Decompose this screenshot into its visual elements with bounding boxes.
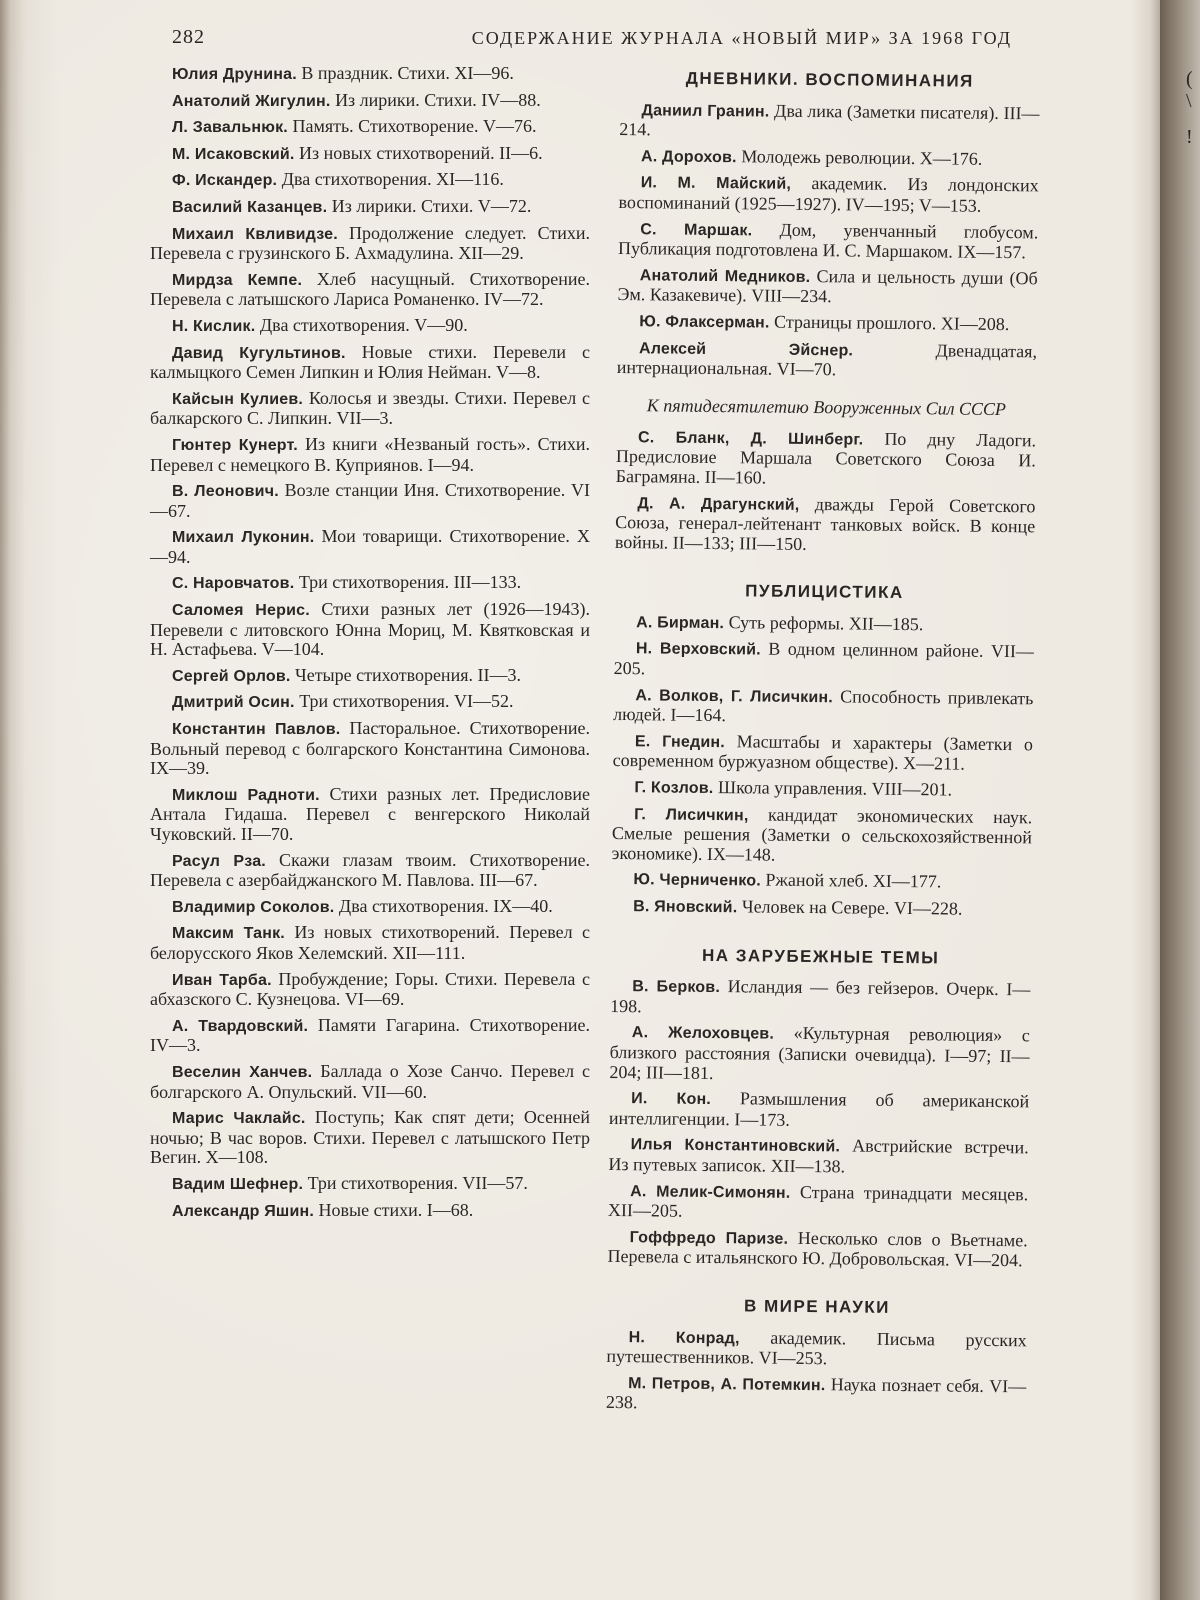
left-column	[150, 64, 590, 1227]
entry-text: Способность привлекать людей. I—164.	[613, 685, 1034, 726]
entry-author: Иван Тарба.	[172, 971, 272, 989]
entry-text: Молодежь революции. X—176.	[736, 146, 983, 169]
entry-author: Е. Гнедин.	[634, 733, 726, 751]
toc-entry	[606, 1326, 1026, 1371]
entry-text: Новые стихи. I—68.	[314, 1199, 474, 1220]
entry-text: По дну Ладоги. Предисловие Маршала Советского Союза И. Баграмяна. II—160.	[615, 428, 1037, 488]
entry-text: дважды Герой Советского Союза, генерал-лейтенант танковых войск. В конце войны. II—133; III—150.	[614, 493, 1036, 554]
entry-text: Пасторальное. Стихотворение. Вольный перевод с болгарского Константина Симонова. IX—39.	[150, 718, 590, 779]
toc-entry	[617, 311, 1037, 336]
toc-entry	[617, 338, 1037, 383]
toc-entry	[150, 600, 590, 660]
toc-entry	[150, 1174, 590, 1195]
entry-text: Из новых стихотворений. Перевел с белорусского Яков Хелемский. XII—111.	[150, 922, 590, 963]
entry-text: Два стихотворения. XI—116.	[277, 169, 504, 190]
publicism-entries	[611, 612, 1034, 921]
toc-entry	[150, 1016, 590, 1056]
entry-author: И. Кон.	[631, 1090, 712, 1109]
entry-author: Гоффредо Паризе.	[629, 1228, 789, 1248]
entry-author: А. Мелик-Симонян.	[630, 1182, 791, 1202]
toc-entry	[609, 1022, 1030, 1086]
toc-entry	[613, 731, 1033, 776]
entry-author: В. Берков.	[632, 978, 721, 997]
toc-entry	[150, 481, 590, 521]
entry-text: Два стихотворения. V—90.	[255, 314, 468, 335]
entry-text: Из новых стихотворений. II—6.	[294, 142, 543, 163]
entry-text: Баллада о Хозе Санчо. Перевел с болгарского А. Опульский. VII—60.	[150, 1060, 590, 1102]
entry-text: Сила и цельность души (Об Эм. Казакевиче). VIII—234.	[617, 265, 1038, 307]
entry-author: Юлия Друнина.	[172, 66, 297, 83]
toc-entry	[611, 869, 1031, 894]
running-title: СОДЕРЖАНИЕ ЖУРНАЛА «НОВЫЙ МИР» ЗА 1968 ГОД	[471, 28, 1012, 48]
entry-author: Веселин Ханчев.	[172, 1063, 313, 1081]
entry-author: Расул Рза.	[172, 852, 266, 870]
entry-text: Наука познает себя. VI—238.	[605, 1373, 1027, 1413]
toc-entry	[150, 923, 590, 963]
entry-text: Страна тринадцати месяцев. XII—205.	[607, 1181, 1029, 1221]
entry-author: Михаил Луконин.	[172, 529, 315, 547]
entry-text: Стихи разных лет. Предисловие Антала Гидаша. Перевел с венгерского Николай Чуковский. II—70.	[150, 783, 590, 844]
toc-entry	[150, 144, 590, 165]
entry-author: Сергей Орлов.	[172, 667, 291, 685]
entry-author: И. М. Майский,	[640, 174, 792, 194]
entry-author: Гюнтер Кунерт.	[172, 436, 298, 454]
entry-text: «Культурная революция» с близкого расстояния (Записки очевидца). I—97; II—204; III—181.	[609, 1023, 1030, 1083]
toc-entry	[619, 100, 1039, 145]
toc-entry	[150, 117, 590, 138]
toc-entry	[615, 492, 1036, 556]
toc-entry	[150, 170, 590, 191]
entry-author: Дмитрий Осин.	[172, 694, 295, 712]
entry-text: Размышления об американской интеллигенции. I—173.	[608, 1088, 1030, 1130]
entry-author: Саломея Нерис.	[172, 602, 310, 620]
entry-author: В. Леонович.	[172, 483, 279, 501]
toc-entry	[150, 897, 590, 918]
diaries-sub-entries	[615, 427, 1036, 557]
toc-entry	[606, 1373, 1026, 1418]
toc-entry	[614, 638, 1034, 683]
entry-text: академик. Письма русских путешественников. VI—253.	[606, 1326, 1027, 1369]
running-header	[172, 18, 1012, 54]
toc-entry	[150, 851, 590, 891]
entry-text: Четыре стихотворения. II—3.	[290, 664, 521, 685]
entry-text: Хлеб насущный. Стихотворение. Перевела с латышского Лариса Романенко. IV—72.	[150, 268, 590, 310]
entry-text: Дом, увенчанный глобусом. Публикация подготовлена И. С. Маршаком. IX—157.	[617, 218, 1039, 263]
entry-author: Н. Кислик.	[172, 317, 256, 335]
toc-entry	[619, 146, 1039, 171]
science-entries	[606, 1326, 1027, 1417]
entry-text: кандидат экономических наук. Смелые решения (Заметки о сельскохозяйственной экономике). IX—148.	[611, 804, 1033, 865]
adjacent-page-glyph: !	[1186, 126, 1193, 148]
entry-text: Два стихотворения. IX—40.	[334, 895, 553, 916]
entry-text: Мои товарищи. Стихотворение. X—94.	[150, 526, 591, 567]
entry-author: Н. Верховский.	[635, 640, 761, 659]
entry-text: Исландия — без гейзеров. Очерк. I—198.	[610, 976, 1031, 1017]
entry-text: Страницы прошлого. XI—208.	[769, 311, 1010, 335]
toc-entry	[150, 719, 590, 779]
adjacent-page-edge	[1160, 0, 1200, 1600]
entry-author: В. Яновский.	[633, 898, 738, 917]
entry-author: Анатолий Жигулин.	[172, 92, 331, 110]
entry-text: Стихи разных лет (1926—1943). Перевели с литовского Юнна Мориц, М. Квятковская и Н. Астафьева. V—104.	[150, 599, 590, 660]
entry-text: Из книги «Незваный гость». Стихи. Перевел с немецкого В. Куприянов. I—94.	[150, 433, 590, 475]
entry-author: М. Исаковский.	[172, 145, 295, 163]
entry-text: Память. Стихотворение. V—76.	[287, 116, 537, 137]
toc-entry	[150, 970, 590, 1010]
section-title-publicism: ПУБЛИЦИСТИКА	[745, 581, 904, 603]
entry-text: Поступь; Как спят дети; Осенней ночью; В час воров. Стихи. Перевел с латышского Петр Вегин. X—108.	[150, 1107, 590, 1168]
entry-author: Илья Константиновский.	[630, 1136, 841, 1156]
toc-entry	[150, 224, 590, 264]
entry-author: Д. А. Драгунский,	[637, 494, 800, 514]
entry-author: А. Дорохов.	[640, 148, 737, 167]
toc-entry	[608, 1134, 1028, 1179]
toc-entry	[150, 270, 590, 310]
toc-entry	[607, 1227, 1027, 1272]
entry-author: Алексей Эйснер.	[638, 339, 854, 359]
entry-author: А. Волков, Г. Лисичкин.	[635, 686, 834, 706]
entry-text: Памяти Гагарина. Стихотворение. IV—3.	[150, 1014, 590, 1056]
page-number: 282	[172, 26, 205, 48]
entry-author: А. Бирман.	[636, 614, 725, 632]
entry-author: М. Петров, А. Потемкин.	[628, 1374, 826, 1394]
toc-entry	[150, 692, 590, 713]
right-column	[606, 64, 1040, 1423]
toc-entry	[150, 1108, 590, 1168]
entry-author: Вадим Шефнер.	[172, 1175, 304, 1193]
entry-author: Максим Танк.	[172, 925, 285, 943]
toc-entry	[150, 1062, 590, 1102]
toc-entry	[616, 427, 1037, 491]
toc-entry	[150, 527, 590, 567]
entry-author: Ю. Черниченко.	[633, 871, 762, 890]
toc-entry	[609, 1088, 1029, 1133]
toc-entry	[618, 172, 1038, 217]
toc-entry	[150, 785, 590, 845]
entry-text: Три стихотворения. III—133.	[294, 572, 522, 593]
toc-entry	[150, 1201, 590, 1222]
entry-author: Василий Казанцев.	[172, 198, 328, 216]
entry-author: Ф. Искандер.	[172, 172, 278, 190]
foreign-entries	[607, 976, 1030, 1271]
entry-text: Три стихотворения. VII—57.	[303, 1172, 528, 1193]
entry-author: Мирдза Кемпе.	[172, 271, 303, 289]
adjacent-page-glyph: (	[1186, 68, 1193, 90]
toc-entry	[150, 343, 590, 383]
entry-text: Из лирики. Стихи. V—72.	[327, 195, 532, 216]
entry-author: Константин Павлов.	[172, 721, 341, 739]
toc-entry	[611, 896, 1031, 921]
entry-author: Ю. Флаксерман.	[639, 313, 770, 332]
entry-text: В одном целинном районе. VII—205.	[613, 638, 1034, 679]
entry-author: Г. Козлов.	[634, 779, 714, 798]
toc-entry	[150, 91, 590, 112]
entry-text: Масштабы и характеры (Заметки о современном буржуазном обществе). X—211.	[612, 730, 1033, 775]
entry-author: А. Желоховцев.	[631, 1024, 775, 1044]
toc-entry	[150, 64, 590, 85]
entry-text: Возле станции Иня. Стихотворение. VI—67.	[150, 480, 590, 521]
entry-text: Человек на Севере. VI—228.	[737, 896, 963, 919]
section-title-science: В МИРЕ НАУКИ	[743, 1296, 891, 1317]
toc-entry	[150, 197, 590, 218]
section-title-diaries: ДНЕВНИКИ. ВОСПОМИНАНИЯ	[685, 68, 974, 91]
entry-author: Анатолий Медников.	[639, 266, 811, 286]
entry-author: Н. Конрад,	[628, 1328, 740, 1347]
entry-author: С. Маршак.	[640, 220, 753, 239]
entry-text: Из лирики. Стихи. IV—88.	[330, 89, 541, 110]
entry-text: Два лика (Заметки писателя). III—214.	[619, 100, 1040, 140]
entry-text: Школа управления. VIII—201.	[713, 777, 953, 800]
entry-text: Новые стихи. Перевели с калмыцкого Семен Липкин и Юлия Нейман. V—8.	[150, 341, 590, 383]
subsection-title: К пятидесятилетию Вооруженных Сил СССР	[646, 395, 1007, 419]
entry-text: Ржаной хлеб. XI—177.	[760, 869, 942, 892]
toc-entry	[150, 316, 590, 337]
entry-text: Колосья и звезды. Стихи. Перевел с балкарского С. Липкин. VII—3.	[150, 387, 590, 429]
entry-text: Австрийские встречи. Из путевых записок. XII—138.	[608, 1135, 1029, 1177]
entry-text: В праздник. Стихи. XI—96.	[296, 63, 514, 83]
entry-text: Пробуждение; Горы. Стихи. Перевела с абхазского С. Кузнецова. VI—69.	[150, 968, 590, 1010]
toc-entry	[617, 265, 1037, 310]
entry-author: Кайсын Кулиев.	[172, 390, 304, 408]
entry-text: Продолжение следует. Стихи. Перевела с грузинского Б. Ахмадулина. XII—29.	[150, 222, 590, 264]
entry-author: А. Твардовский.	[172, 1017, 309, 1035]
entry-text: академик. Из лондонских воспоминаний (1925—1927). IV—195; V—153.	[618, 173, 1039, 216]
entry-author: Владимир Соколов.	[172, 898, 335, 916]
entry-author: Даниил Гранин.	[641, 101, 770, 121]
toc-entry	[150, 389, 590, 429]
toc-entry	[150, 573, 590, 594]
entry-author: Михаил Квливидзе.	[172, 225, 338, 243]
entry-author: Г. Лисичкин,	[634, 805, 749, 825]
entry-author: Марис Чаклайс.	[172, 1110, 306, 1128]
toc-entry	[618, 219, 1038, 264]
entry-text: Три стихотворения. VI—52.	[294, 691, 514, 712]
entry-author: Л. Завальнюк.	[172, 119, 288, 137]
adjacent-page-glyph: \	[1186, 90, 1192, 112]
section-title-foreign: НА ЗАРУБЕЖНЫЕ ТЕМЫ	[701, 945, 940, 967]
diaries-entries	[617, 100, 1040, 383]
toc-entry	[608, 1180, 1028, 1225]
toc-entry	[150, 666, 590, 687]
entry-text: Скажи глазам твоим. Стихотворение. Перевела с азербайджанского М. Павлова. III—67.	[150, 849, 590, 891]
entry-author: С. Наровчатов.	[172, 575, 295, 593]
entry-author: С. Бланк, Д. Шинберг.	[638, 428, 864, 449]
entry-text: Несколько слов о Вьетнаме. Перевела с итальянского Ю. Добровольская. VI—204.	[607, 1227, 1028, 1271]
entry-author: Миклош Радноти.	[172, 786, 320, 804]
toc-entry	[612, 777, 1032, 802]
toc-entry	[614, 612, 1034, 637]
toc-entry	[610, 976, 1030, 1021]
entry-text: Двенадцатая, интернациональная. VI—70.	[616, 338, 1038, 380]
toc-entry	[150, 435, 590, 475]
toc-entry	[613, 685, 1033, 730]
entry-author: Давид Кугультинов.	[172, 344, 346, 362]
entry-author: Александр Яшин.	[172, 1202, 315, 1220]
toc-entry	[612, 804, 1033, 868]
entry-text: Суть реформы. XII—185.	[724, 611, 924, 635]
